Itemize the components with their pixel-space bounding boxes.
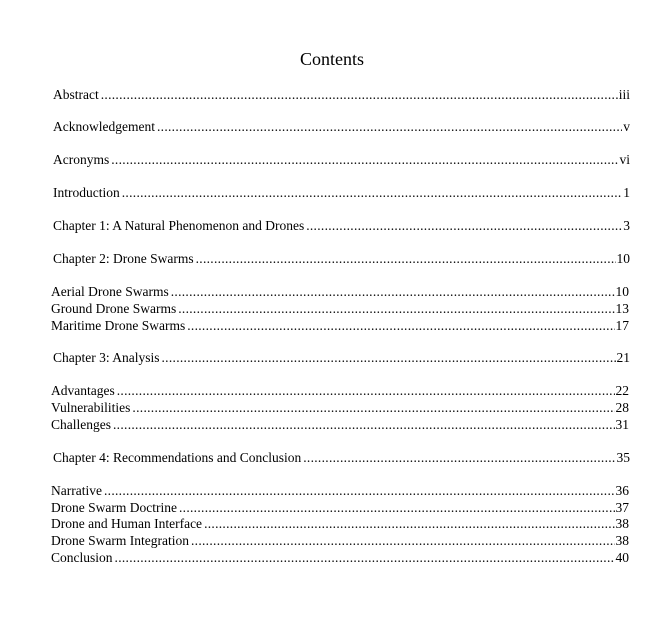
toc-entry-chapter-4[interactable] bbox=[53, 449, 630, 466]
toc-entry-conclusion[interactable] bbox=[51, 549, 629, 566]
dot-leader bbox=[303, 449, 615, 466]
toc-entry-narrative[interactable] bbox=[51, 482, 629, 499]
toc-page-number: 35 bbox=[616, 450, 630, 465]
dot-leader bbox=[111, 151, 618, 168]
toc-page-number: v bbox=[623, 119, 630, 134]
toc-page-number: vi bbox=[619, 152, 630, 167]
toc-entry-label: Challenges bbox=[51, 417, 111, 432]
toc-page-number: 38 bbox=[615, 533, 629, 548]
dot-leader bbox=[306, 217, 622, 234]
toc-entry-chapter-2[interactable] bbox=[53, 250, 630, 267]
toc-entry-abstract[interactable] bbox=[53, 86, 630, 103]
toc-page-number: 38 bbox=[615, 516, 629, 531]
toc-entry-label: Advantages bbox=[51, 383, 115, 398]
dot-leader bbox=[162, 349, 616, 366]
toc-entry-acknowledgement[interactable] bbox=[53, 118, 630, 135]
toc-entry-label: Acronyms bbox=[53, 152, 110, 167]
toc-entry-label: Drone Swarm Doctrine bbox=[51, 500, 177, 515]
toc-entry-drone-swarm-doctrine[interactable] bbox=[51, 499, 629, 516]
dot-leader bbox=[101, 86, 618, 103]
toc-entry-chapter-1[interactable] bbox=[53, 217, 630, 234]
dot-leader bbox=[132, 399, 614, 416]
dot-leader bbox=[113, 416, 615, 433]
dot-leader bbox=[157, 118, 622, 135]
toc-entry-label: Acknowledgement bbox=[53, 119, 155, 134]
toc-entry-label: Maritime Drone Swarms bbox=[51, 318, 186, 333]
toc-page-number: 10 bbox=[616, 251, 630, 266]
dot-leader bbox=[196, 250, 616, 267]
toc-page-number: 37 bbox=[615, 500, 629, 515]
toc-entry-maritime-drone-swarms[interactable] bbox=[51, 317, 629, 334]
toc-entry-label: Chapter 3: Analysis bbox=[53, 350, 160, 365]
toc-page-number: 1 bbox=[623, 185, 630, 200]
dot-leader bbox=[122, 184, 623, 201]
toc-entry-label: Narrative bbox=[51, 483, 102, 498]
toc-page-number: 21 bbox=[616, 350, 630, 365]
toc-entry-label: Introduction bbox=[53, 185, 120, 200]
toc-entry-drone-and-human-interface[interactable] bbox=[51, 515, 629, 532]
toc-entry-label: Vulnerabilities bbox=[51, 400, 131, 415]
toc-entry-chapter-3[interactable] bbox=[53, 349, 630, 366]
toc-entry-challenges[interactable] bbox=[51, 416, 629, 433]
toc-entry-introduction[interactable] bbox=[53, 184, 630, 201]
toc-page-number: 31 bbox=[615, 417, 629, 432]
toc-page-number: iii bbox=[618, 87, 630, 102]
toc-page-number: 28 bbox=[615, 400, 629, 415]
dot-leader bbox=[204, 515, 614, 532]
dot-leader bbox=[171, 283, 615, 300]
dot-leader bbox=[115, 549, 615, 566]
toc-page-number: 3 bbox=[623, 218, 630, 233]
dot-leader bbox=[178, 300, 614, 317]
toc-entry-vulnerabilities[interactable] bbox=[51, 399, 629, 416]
toc-entry-aerial-drone-swarms[interactable] bbox=[51, 283, 629, 300]
toc-entry-acronyms[interactable] bbox=[53, 151, 630, 168]
toc-entry-label: Abstract bbox=[53, 87, 99, 102]
toc-entry-label: Conclusion bbox=[51, 550, 113, 565]
toc-entry-label: Drone Swarm Integration bbox=[51, 533, 189, 548]
toc-entry-advantages[interactable] bbox=[51, 382, 629, 399]
toc-entry-label: Aerial Drone Swarms bbox=[51, 284, 169, 299]
toc-entry-ground-drone-swarms[interactable] bbox=[51, 300, 629, 317]
dot-leader bbox=[187, 317, 614, 334]
toc-page-number: 22 bbox=[615, 383, 629, 398]
dot-leader bbox=[179, 499, 615, 516]
toc-entry-label: Chapter 2: Drone Swarms bbox=[53, 251, 194, 266]
toc-entry-label: Chapter 4: Recommendations and Conclusion bbox=[53, 450, 302, 465]
toc-page-number: 17 bbox=[615, 318, 629, 333]
toc-page-number: 13 bbox=[615, 301, 629, 316]
page-title: Contents bbox=[299, 49, 364, 69]
toc-entry-label: Chapter 1: A Natural Phenomenon and Drones bbox=[53, 218, 305, 233]
toc-page-number: 36 bbox=[615, 483, 629, 498]
dot-leader bbox=[117, 382, 615, 399]
dot-leader bbox=[191, 532, 615, 549]
dot-leader bbox=[104, 482, 615, 499]
toc-page-number: 40 bbox=[615, 550, 629, 565]
toc-entry-label: Ground Drone Swarms bbox=[51, 301, 177, 316]
toc-page-number: 10 bbox=[615, 284, 629, 299]
toc-entry-drone-swarm-integration[interactable] bbox=[51, 532, 629, 549]
toc-entry-label: Drone and Human Interface bbox=[51, 516, 203, 531]
